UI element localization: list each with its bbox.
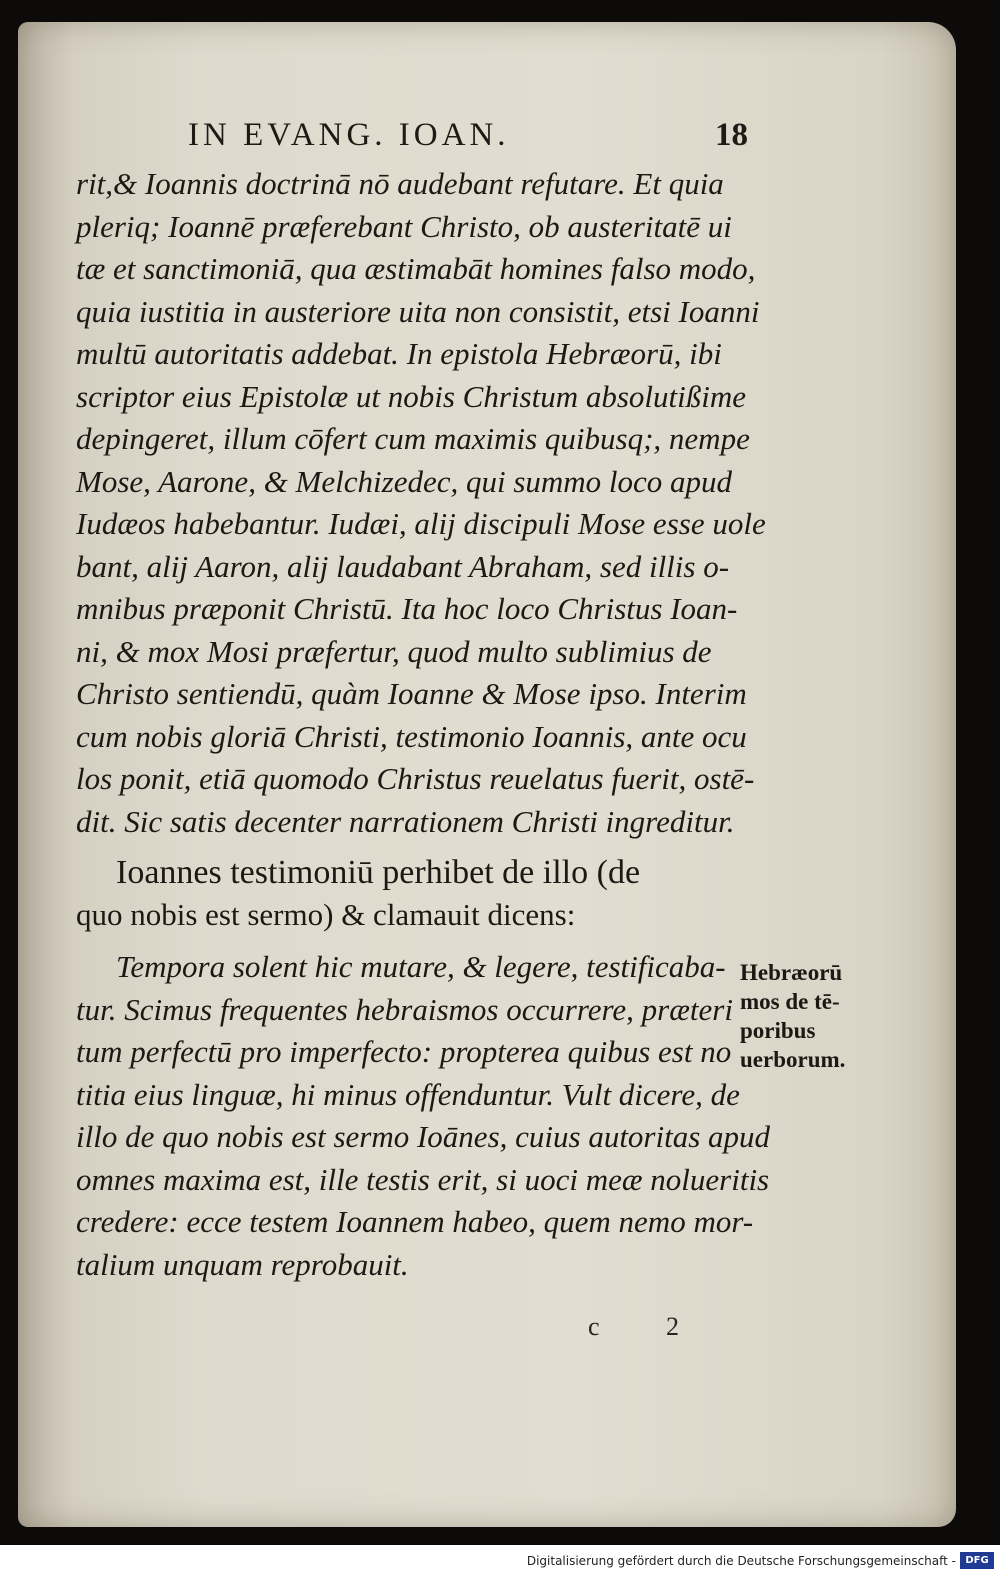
text-line: rit,& Ioannis doctrinā nō audebant refutare. Et quia <box>76 166 724 201</box>
marginal-note-line: poribus <box>740 1018 816 1043</box>
text-line: ni, & mox Mosi præfertur, quod multo sublimius de <box>76 633 712 669</box>
text-line: pleriq; Ioannē præferebant Christo, ob austeritatē ui <box>76 208 732 244</box>
text-line: bant, alij Aaron, alij laudabant Abraham, sed illis o- <box>76 548 730 584</box>
marginal-note <box>740 958 890 1074</box>
text-line: tum perfectū pro imperfecto: propterea quibus est no <box>76 1034 732 1069</box>
text-line: dit. Sic satis decenter narrationem Christi ingreditur. <box>76 803 735 839</box>
text-line: titia eius linguæ, hi minus offenduntur. Vult dicere, de <box>76 1076 740 1112</box>
text-line: multū autoritatis addebat. In epistola Hebræorū, ibi <box>76 336 722 371</box>
text-line: Iudæos habebantur. Iudæi, alij discipuli Mose esse uole <box>76 506 766 541</box>
marginal-note-line: uerborum. <box>740 1047 846 1072</box>
lemma-line: Ioannes testimoniū perhibet de illo (de <box>116 854 641 891</box>
marginal-note-line: mos de tē- <box>740 989 840 1014</box>
commentary-block-2 <box>76 946 771 1286</box>
text-line: los ponit, etiā quomodo Christus reuelatus fuerit, ostē- <box>76 761 755 796</box>
text-line: tur. Scimus frequentes hebraismos occurrere, præteri <box>76 991 733 1027</box>
dfg-logo: DFG <box>960 1552 994 1569</box>
page-number: 18 <box>715 117 748 153</box>
text-line: Tempora solent hic mutare, & legere, testificaba- <box>116 949 726 984</box>
text-line: mnibus præponit Christū. Ita hoc loco Christus Ioan- <box>76 591 738 626</box>
text-line: cum nobis gloriā Christi, testimonio Ioannis, ante ocu <box>76 718 747 754</box>
signature-mark: c 2 <box>588 1312 710 1341</box>
text-line: tæ et sanctimoniā, qua æstimabāt homines falso modo, <box>76 251 756 286</box>
text-line: scriptor eius Epistolæ ut nobis Christum absolutißime <box>76 378 746 414</box>
text-line: illo de quo nobis est sermo Ioānes, cuius autoritas apud <box>76 1119 771 1154</box>
text-line: depingeret, illum cōfert cum maximis quibusq;, nempe <box>76 421 750 456</box>
text-line: Christo sentiendū, quàm Ioanne & Mose ipso. Interim <box>76 676 747 711</box>
text-line: Mose, Aarone, & Melchizedec, qui summo loco apud <box>76 463 733 499</box>
commentary-block-1 <box>76 163 766 843</box>
text-line: omnes maxima est, ille testis erit, si uoci meæ nolueritis <box>76 1161 770 1197</box>
running-head-title: IN EVANG. IOAN. <box>188 117 510 153</box>
marginal-note-line: Hebræorū <box>740 960 843 985</box>
funding-notice: Digitalisierung gefördert durch die Deutsche Forschungsgemeinschaft - <box>526 1554 956 1568</box>
text-line: talium unquam reprobauit. <box>76 1246 409 1282</box>
running-head <box>188 117 748 154</box>
lemma-line: quo nobis est sermo) & clamauit dicens: <box>76 897 576 932</box>
footer-bar <box>0 1545 1000 1578</box>
text-line: quia iustitia in austeriore uita non consistit, etsi Ioanni <box>76 293 760 329</box>
scripture-lemma <box>76 852 740 936</box>
text-line: credere: ecce testem Ioannem habeo, quem nemo mor- <box>76 1204 754 1239</box>
